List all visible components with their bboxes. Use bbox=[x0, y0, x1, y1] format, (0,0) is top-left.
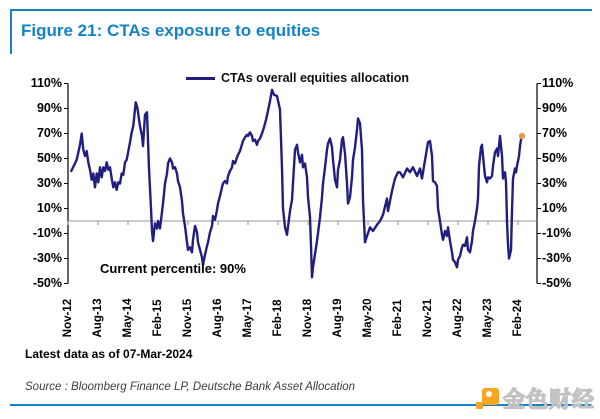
latest-point-marker bbox=[519, 133, 525, 139]
x-tick-label: Feb-15 bbox=[152, 299, 164, 337]
y-tick-label-right: 110% bbox=[542, 76, 574, 90]
x-tick-label: Nov-18 bbox=[302, 298, 314, 338]
x-tick-label: Feb-21 bbox=[392, 299, 404, 337]
y-tick-label-left: 30% bbox=[36, 176, 62, 190]
x-tick-label: Nov-15 bbox=[182, 298, 194, 338]
x-tick-label: Aug-16 bbox=[212, 298, 224, 338]
x-tick-label: May-23 bbox=[482, 298, 494, 338]
legend-line-swatch bbox=[186, 77, 215, 80]
x-tick-label: Aug-19 bbox=[332, 298, 344, 338]
watermark bbox=[476, 383, 595, 414]
title-left-accent-bar bbox=[10, 9, 12, 54]
source-note: Source : Bloomberg Finance LP, Deutsche Bank Asset Allocation bbox=[25, 381, 356, 393]
x-tick-label: Aug-22 bbox=[452, 298, 464, 338]
y-tick-label-right: 10% bbox=[542, 201, 568, 215]
y-tick-label-left: 50% bbox=[36, 151, 62, 165]
figure-title: Figure 21: CTAs exposure to equities bbox=[21, 21, 321, 40]
y-tick-label-right: -30% bbox=[542, 251, 572, 265]
y-tick-label-left: -50% bbox=[32, 276, 62, 290]
y-tick-label-right: 30% bbox=[542, 176, 568, 190]
percentile-annotation: Current percentile: 90% bbox=[100, 261, 246, 276]
x-tick-label: May-17 bbox=[242, 298, 254, 338]
legend-label: CTAs overall equities allocation bbox=[221, 71, 410, 85]
y-tick-label-right: -50% bbox=[542, 276, 572, 290]
x-tick-label: Nov-21 bbox=[422, 298, 434, 338]
y-tick-label-left: -30% bbox=[32, 251, 62, 265]
legend bbox=[186, 70, 409, 86]
y-axis-ticks bbox=[64, 84, 541, 284]
y-tick-label-right: -10% bbox=[542, 226, 572, 240]
y-tick-label-left: 90% bbox=[36, 101, 62, 115]
y-tick-label-left: 110% bbox=[30, 76, 62, 90]
cta-allocation-line bbox=[71, 90, 522, 277]
watermark-logo-icon bbox=[476, 387, 500, 411]
x-tick-label: Nov-12 bbox=[62, 298, 74, 338]
y-tick-label-right: 70% bbox=[542, 126, 568, 140]
latest-data-note: Latest data as of 07-Mar-2024 bbox=[25, 347, 193, 361]
y-tick-label-right: 90% bbox=[542, 101, 568, 115]
top-border-rule bbox=[10, 9, 592, 11]
y-tick-label-left: -10% bbox=[32, 226, 62, 240]
x-tick-label: Aug-13 bbox=[92, 298, 104, 338]
watermark-text: 金色财经 bbox=[503, 387, 596, 412]
zero-line bbox=[68, 221, 537, 225]
y-tick-label-left: 10% bbox=[36, 201, 62, 215]
y-tick-label-right: 50% bbox=[542, 151, 568, 165]
x-tick-label: Feb-18 bbox=[272, 299, 284, 337]
y-tick-label-left: 70% bbox=[36, 126, 62, 140]
x-tick-label: Feb-24 bbox=[512, 299, 524, 337]
x-tick-label: May-14 bbox=[122, 298, 134, 338]
x-tick-label: May-20 bbox=[362, 298, 374, 338]
